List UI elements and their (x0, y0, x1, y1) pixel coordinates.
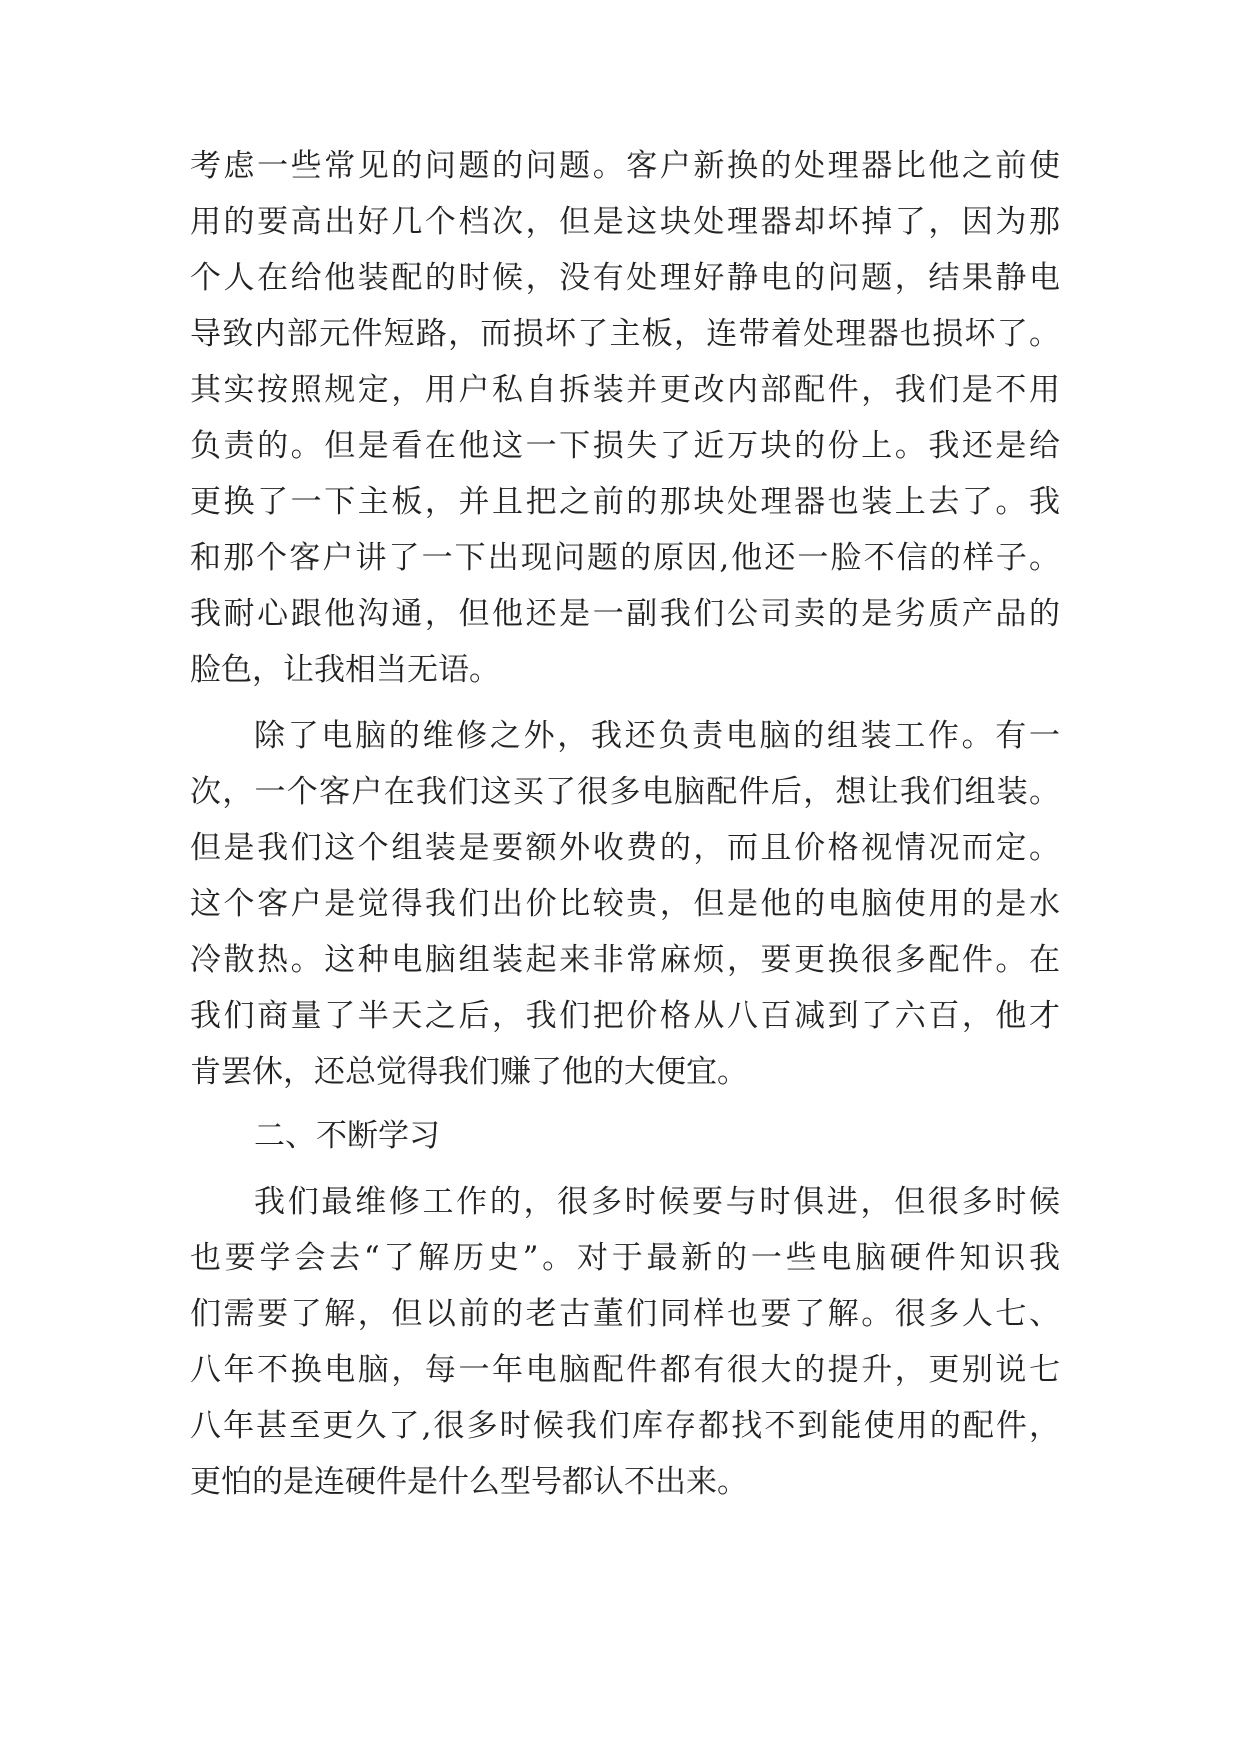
text-line: 冷散热。这种电脑组装起来非常麻烦，要更换很多配件。在 (190, 942, 1060, 978)
text-line: 肯罢休，还总觉得我们赚了他的大便宜。 (190, 1054, 748, 1090)
text-line: 个人在给他装配的时候，没有处理好静电的问题，结果静电 (190, 260, 1060, 296)
text-line: 更怕的是连硬件是什么型号都认不出来。 (190, 1464, 748, 1500)
text-line: 和那个客户讲了一下出现问题的原因,他还一脸不信的样子。 (190, 540, 1060, 576)
text-line: 导致内部元件短路，而损坏了主板，连带着处理器也损坏了。 (190, 316, 1060, 352)
text-line: 除了电脑的维修之外，我还负责电脑的组装工作。有一 (254, 718, 1060, 754)
text-line: 用的要高出好几个档次，但是这块处理器却坏掉了，因为那 (190, 204, 1060, 240)
text-line: 我们商量了半天之后，我们把价格从八百减到了六百，他才 (190, 998, 1060, 1034)
text-line: 这个客户是觉得我们出价比较贵，但是他的电脑使用的是水 (190, 886, 1060, 922)
text-line: 脸色，让我相当无语。 (190, 652, 500, 688)
text-line: 八年不换电脑，每一年电脑配件都有很大的提升，更别说七 (190, 1352, 1060, 1388)
text-line: 也要学会去“了解历史”。对于最新的一些电脑硬件知识我 (190, 1240, 1060, 1276)
text-line: 我耐心跟他沟通，但他还是一副我们公司卖的是劣质产品的 (190, 596, 1060, 632)
text-line: 更换了一下主板，并且把之前的那块处理器也装上去了。我 (190, 484, 1060, 520)
text-line: 们需要了解，但以前的老古董们同样也要了解。很多人七、 (190, 1296, 1060, 1332)
text-line: 但是我们这个组装是要额外收费的，而且价格视情况而定。 (190, 830, 1060, 866)
text-line: 八年甚至更久了,很多时候我们库存都找不到能使用的配件， (190, 1408, 1060, 1444)
text-line: 其实按照规定，用户私自拆装并更改内部配件，我们是不用 (190, 372, 1060, 408)
section-heading: 二、不断学习 (254, 1118, 440, 1154)
text-line: 考虑一些常见的问题的问题。客户新换的处理器比他之前使 (190, 148, 1060, 184)
text-line: 我们最维修工作的，很多时候要与时俱进，但很多时候 (254, 1184, 1060, 1220)
text-line: 负责的。但是看在他这一下损失了近万块的份上。我还是给 (190, 428, 1060, 464)
text-line: 次，一个客户在我们这买了很多电脑配件后，想让我们组装。 (190, 774, 1060, 810)
